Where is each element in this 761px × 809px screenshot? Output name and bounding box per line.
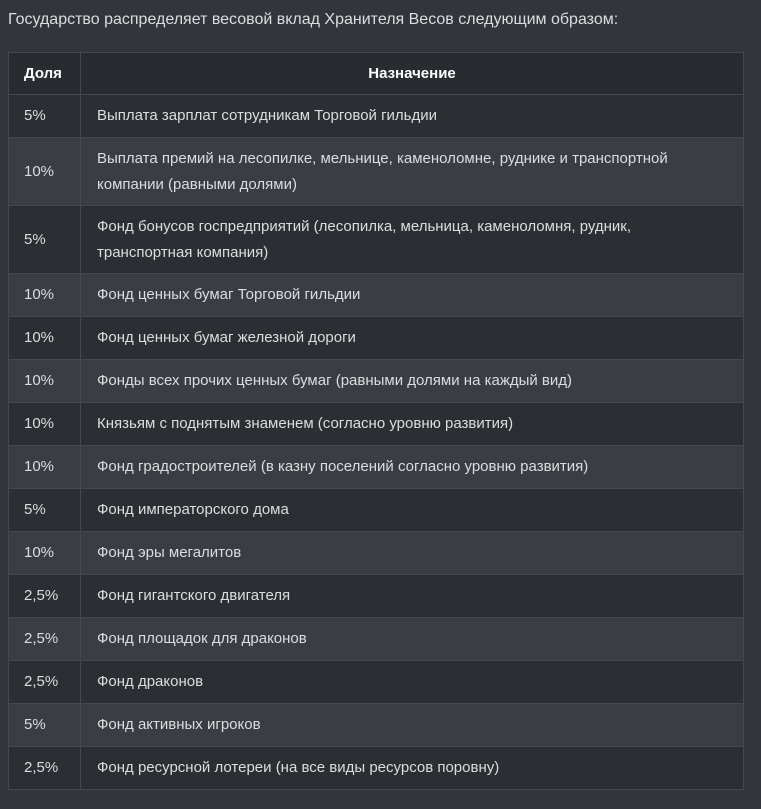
row-share: 10%: [9, 317, 81, 360]
row-purpose: Фонд градостроителей (в казну поселений согласно уровню развития): [81, 446, 744, 489]
row-share: 5%: [9, 704, 81, 747]
row-purpose: Фонд императорского дома: [81, 489, 744, 532]
distribution-table: [8, 52, 744, 790]
row-purpose: Фонд гигантского двигателя: [81, 575, 744, 618]
table-row: [9, 704, 744, 747]
row-share: 10%: [9, 274, 81, 317]
row-purpose: Фонд бонусов госпредприятий (лесопилка, мельница, каменоломня, рудник, транспортная компания): [81, 206, 744, 274]
table-row: [9, 274, 744, 317]
row-purpose: Фонд эры мегалитов: [81, 532, 744, 575]
table-row: [9, 532, 744, 575]
row-share: 5%: [9, 95, 81, 138]
table-row: [9, 446, 744, 489]
row-purpose: Фонд ценных бумаг железной дороги: [81, 317, 744, 360]
table-row: [9, 317, 744, 360]
table-header-row: [9, 53, 744, 95]
row-purpose: Фонды всех прочих ценных бумаг (равными долями на каждый вид): [81, 360, 744, 403]
row-share: 2,5%: [9, 575, 81, 618]
row-share: 5%: [9, 489, 81, 532]
table-row: [9, 747, 744, 790]
row-purpose: Князьям с поднятым знаменем (согласно уровню развития): [81, 403, 744, 446]
row-share: 10%: [9, 403, 81, 446]
table-row: [9, 95, 744, 138]
row-share: 10%: [9, 360, 81, 403]
row-share: 2,5%: [9, 661, 81, 704]
table-row: [9, 206, 744, 274]
distribution-table-container: [8, 52, 743, 790]
row-purpose: Фонд ресурсной лотереи (на все виды ресурсов поровну): [81, 747, 744, 790]
row-purpose: Фонд ценных бумаг Торговой гильдии: [81, 274, 744, 317]
table-row: [9, 138, 744, 206]
row-share: 10%: [9, 446, 81, 489]
row-purpose: Выплата премий на лесопилке, мельнице, каменоломне, руднике и транспортной компании (равными долями): [81, 138, 744, 206]
header-share: Доля: [9, 53, 81, 95]
row-purpose: Фонд активных игроков: [81, 704, 744, 747]
row-share: 10%: [9, 532, 81, 575]
table-row: [9, 360, 744, 403]
row-share: 10%: [9, 138, 81, 206]
row-share: 5%: [9, 206, 81, 274]
row-share: 2,5%: [9, 747, 81, 790]
table-row: [9, 661, 744, 704]
table-row: [9, 403, 744, 446]
row-share: 2,5%: [9, 618, 81, 661]
table-row: [9, 575, 744, 618]
table-row: [9, 618, 744, 661]
table-row: [9, 489, 744, 532]
row-purpose: Выплата зарплат сотрудникам Торговой гильдии: [81, 95, 744, 138]
intro-text: Государство распределяет весовой вклад Хранителя Весов следующим образом:: [8, 11, 619, 28]
row-purpose: Фонд площадок для драконов: [81, 618, 744, 661]
header-purpose: Назначение: [81, 53, 744, 95]
row-purpose: Фонд драконов: [81, 661, 744, 704]
